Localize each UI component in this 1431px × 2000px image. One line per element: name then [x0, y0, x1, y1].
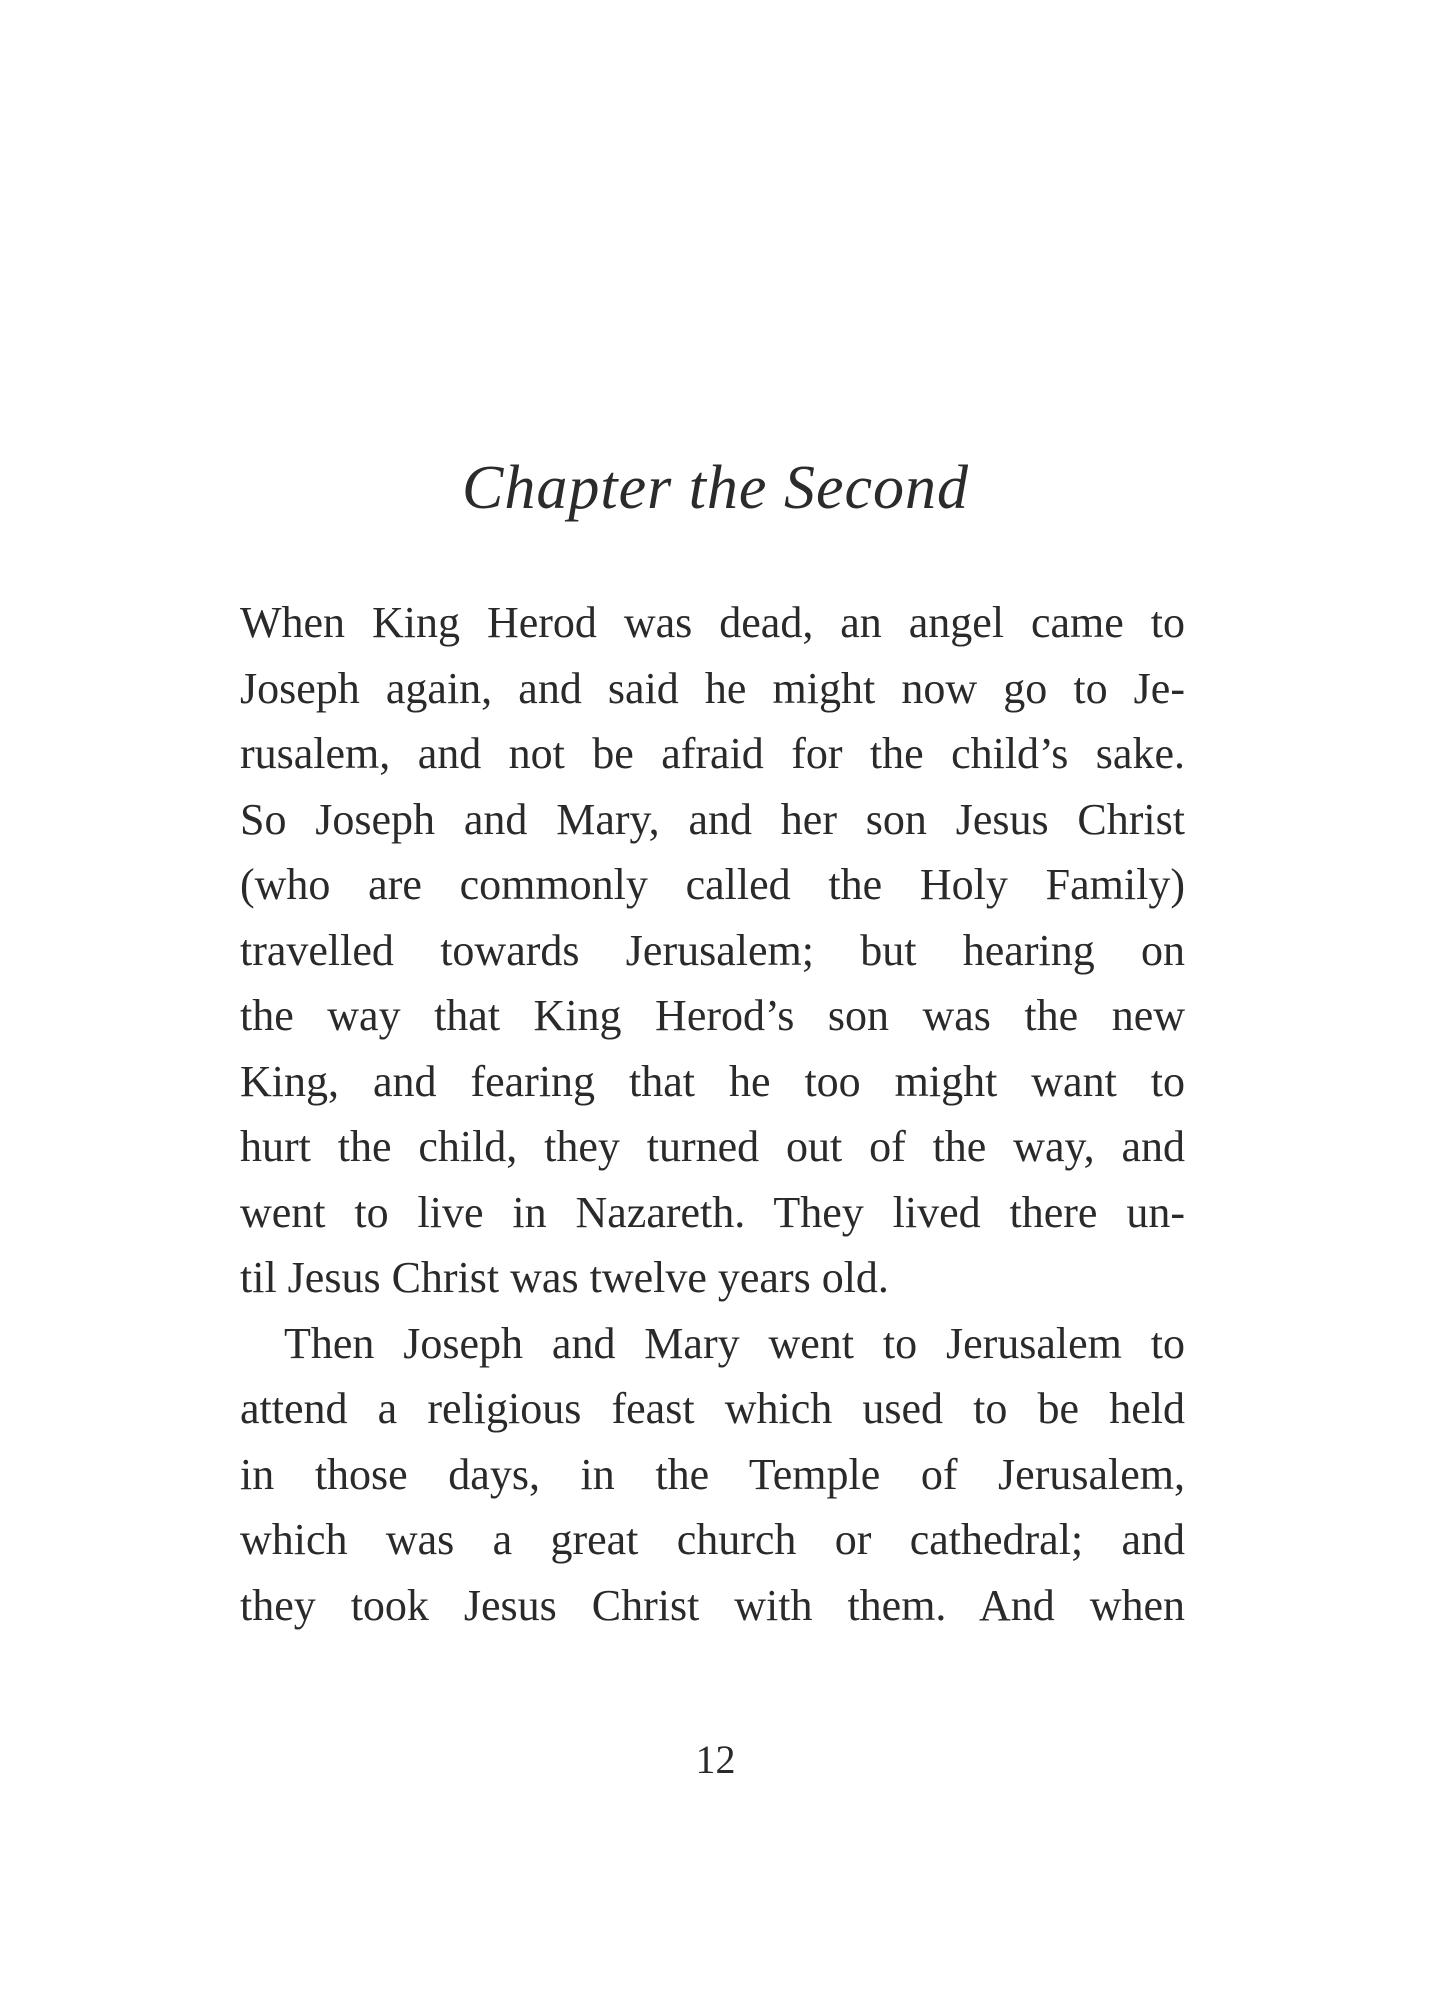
page-number: 12	[695, 1737, 736, 1782]
text-line: Joseph again, and said he might now go to Je-	[240, 663, 1185, 713]
text-line: attend a religious feast which used to be held	[240, 1384, 1185, 1433]
text-line: So Joseph and Mary, and her son Jesus Christ	[240, 794, 1185, 844]
text-line: (who are commonly called the Holy Family)	[240, 860, 1185, 909]
text-line: King, and fearing that he too might want to	[240, 1056, 1185, 1106]
paragraph-1	[240, 590, 1185, 1311]
text-line: in those days, in the Temple of Jerusalem,	[240, 1449, 1185, 1499]
text-line: til Jesus Christ was twelve years old.	[240, 1253, 889, 1302]
text-line: travelled towards Jerusalem; but hearing on	[240, 925, 1185, 975]
text-line: Then Joseph and Mary went to Jerusalem to	[284, 1318, 1185, 1368]
body-text	[240, 590, 1185, 1638]
paragraph-2	[240, 1311, 1185, 1639]
text-line: went to live in Nazareth. They lived there un-	[240, 1187, 1185, 1237]
chapter-title: Chapter the Second	[461, 454, 969, 522]
text-line: they took Jesus Christ with them. And when	[240, 1580, 1185, 1630]
text-line: the way that King Herod’s son was the new	[240, 991, 1185, 1040]
text-line: When King Herod was dead, an angel came to	[240, 598, 1185, 647]
text-line: hurt the child, they turned out of the way, and	[240, 1122, 1185, 1171]
text-line: which was a great church or cathedral; and	[240, 1515, 1185, 1564]
text-line: rusalem, and not be afraid for the child’s sake.	[240, 729, 1185, 778]
